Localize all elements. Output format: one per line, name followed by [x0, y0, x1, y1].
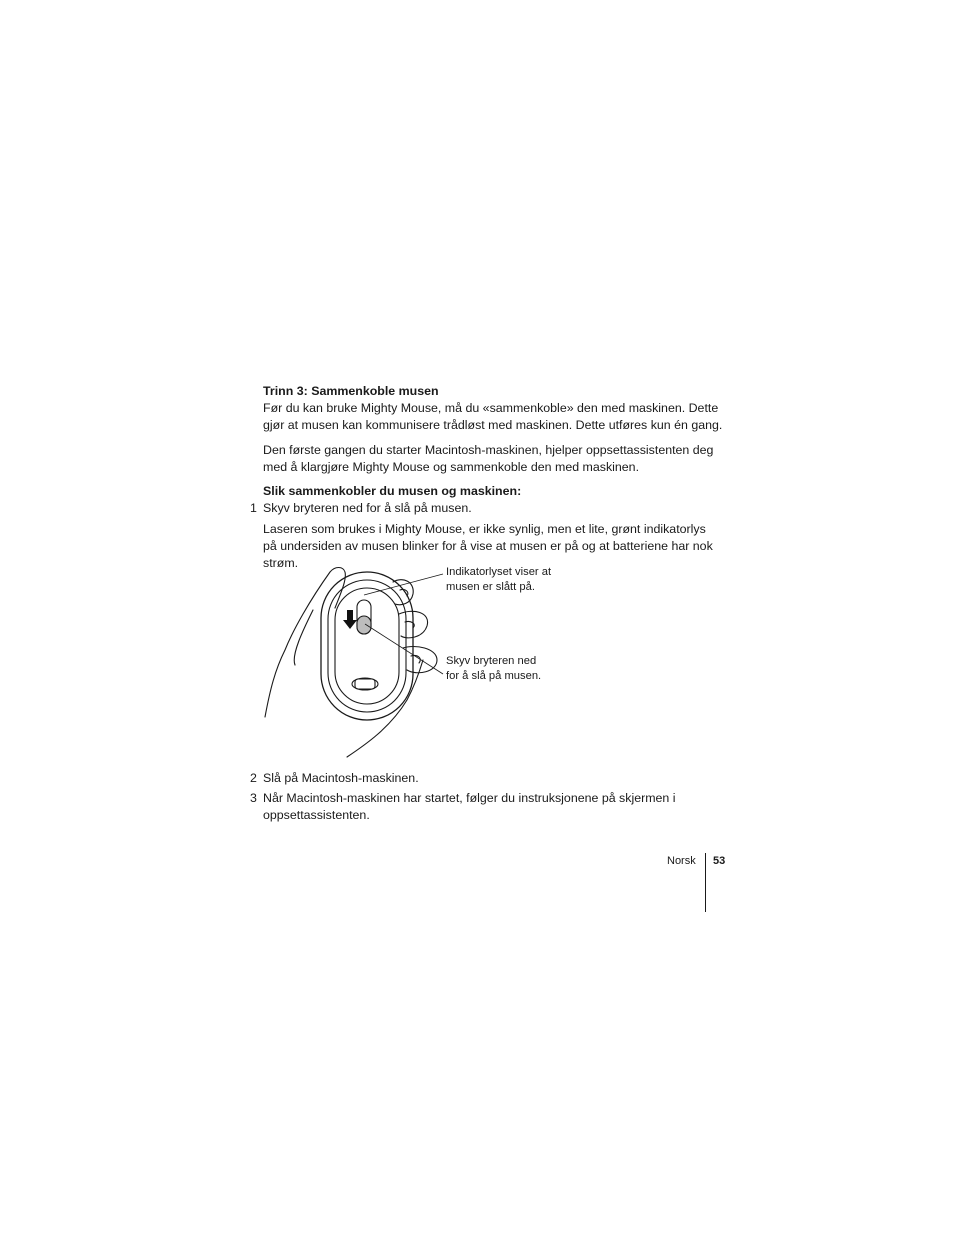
section-heading: Trinn 3: Sammenkoble musen [263, 384, 439, 398]
procedure-heading: Slik sammenkobler du musen og maskinen: [263, 484, 522, 498]
switch-callout-line: for å slå på musen. [446, 670, 542, 682]
step-number: 3 [250, 791, 257, 805]
down-arrow-icon [343, 610, 357, 629]
step-number: 1 [250, 501, 257, 515]
setup-assistant-paragraph: Den første gangen du starter Macintosh-maskinen, hjelper oppsettassistenten deg med å klargjøre Mighty Mouse og sammenkoble den med maskinen. [263, 443, 714, 474]
intro-paragraph: Før du kan bruke Mighty Mouse, må du «sammenkoble» den med maskinen. Dette gjør at musen kan kommunisere trådløst med maskinen. Dette utføres kun én gang. [263, 401, 723, 432]
step-number: 2 [250, 771, 257, 785]
indicator-callout [446, 565, 576, 595]
step-text: Slå på Macintosh-maskinen. [263, 771, 419, 785]
step-text: Skyv bryteren ned for å slå på musen. [263, 501, 472, 515]
laser-paragraph: Laseren som brukes i Mighty Mouse, er ikke synlig, men et lite, grønt indikatorlys på undersiden av musen blinker for å vise at musen er på og at batteriene har nok strøm. [263, 522, 713, 570]
step-text: Når Macintosh-maskinen har startet, følger du instruksjonene på skjermen i oppsettassistenten. [263, 791, 676, 822]
page-number: 53 [713, 855, 726, 867]
indicator-callout-line: musen er slått på. [446, 581, 535, 593]
footer-divider [705, 853, 706, 912]
switch-callout-line: Skyv bryteren ned [446, 655, 537, 667]
switch-callout [446, 654, 576, 684]
indicator-callout-line: Indikatorlyset viser at [446, 566, 552, 578]
footer-language: Norsk [667, 855, 696, 867]
